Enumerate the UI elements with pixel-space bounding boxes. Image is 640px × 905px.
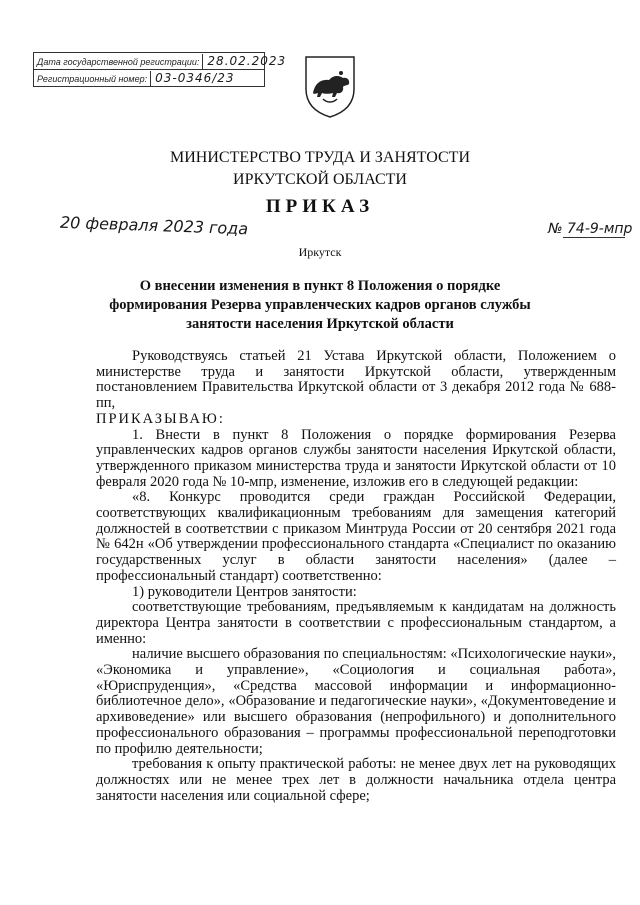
experience-requirements: требования к опыту практической работы: не менее двух лет на руководящих должностях или не менее трех лет в должности начальника отдела центра занятости населения или социальной сфере;: [96, 756, 616, 804]
irkutsk-coat-of-arms-icon: [303, 53, 357, 119]
city-name: Иркутск: [298, 245, 342, 259]
registration-number-value: 03-0346/23: [150, 71, 264, 86]
ministry-name: [100, 147, 540, 191]
registration-date-label: Дата государственной регистрации:: [37, 57, 200, 67]
number-underline: [563, 237, 625, 238]
registration-number-label: Регистрационный номер:: [37, 74, 148, 84]
preamble-paragraph: Руководствуясь статьей 21 Устава Иркутской области, Положением о министерстве труда и занятости Иркутской области, утвержденным постановлением Правительства Иркутской области от 3 декабря 2012 года № 688-пп,: [96, 348, 616, 412]
quoted-paragraph: «8. Конкурс проводится среди граждан Российской Федерации, соответствующих квалификационным требованиям для замещения категорий должностей в соответствии с приказом Минтруда России от 20 сентября 2021 года № 642н «Об утверждении профессионального стандарта «Специалист по оказанию государственных услуг в области занятости населения» (далее – профессиональный стандарт) соответственно:: [96, 489, 616, 584]
ministry-line-2: ИРКУТСКОЙ ОБЛАСТИ: [233, 171, 407, 188]
subitem-1-heading: 1) руководители Центров занятости:: [132, 583, 357, 600]
registration-date-value: 28.02.2023: [202, 54, 286, 69]
document-body: [96, 349, 616, 804]
registration-date-row: [34, 53, 287, 70]
education-requirements: наличие высшего образования по специальностям: «Психологические науки», «Экономика и управление», «Социология и социальная работа», «Юриспруденция», «Средства массовой информации и информационно-библиотечное дело», «Образование и педагогические науки», «Документоведение и архивоведение» или высшего образования (непрофильного) и дополнительного профессионального образования – программы профессиональной переподготовки по профилю деятельности;: [96, 646, 616, 757]
document-type-title: ПРИКАЗ: [265, 196, 375, 217]
subitem-1-text: соответствующие требованиям, предъявляемым к кандидатам на должность директора Центра занятости в соответствии с профессиональным стандартом, а именно:: [96, 599, 616, 647]
item-1-paragraph: 1. Внести в пункт 8 Положения о порядке формирования Резерва управленческих кадров органов службы занятости населения Иркутской области, утвержденного приказом министерства труда и занятости Иркутской области от 10 февраля 2020 года № 10-мпр, изменение, изложив его в следующей редакции:: [96, 426, 616, 490]
orders-keyword: ПРИКАЗЫВАЮ:: [96, 410, 225, 427]
document-heading: О внесении изменения в пункт 8 Положения о порядке формирования Резерва управленческих кадров органов службы занятости населения Иркутской области: [109, 278, 531, 332]
handwritten-order-number: № 74-9-мпр: [548, 221, 633, 237]
handwritten-date: 20 февраля 2023 года: [59, 212, 249, 239]
registration-stamp: [33, 52, 287, 87]
ministry-line-1: МИНИСТЕРСТВО ТРУДА И ЗАНЯТОСТИ: [170, 149, 470, 166]
registration-number-row: [34, 70, 264, 86]
